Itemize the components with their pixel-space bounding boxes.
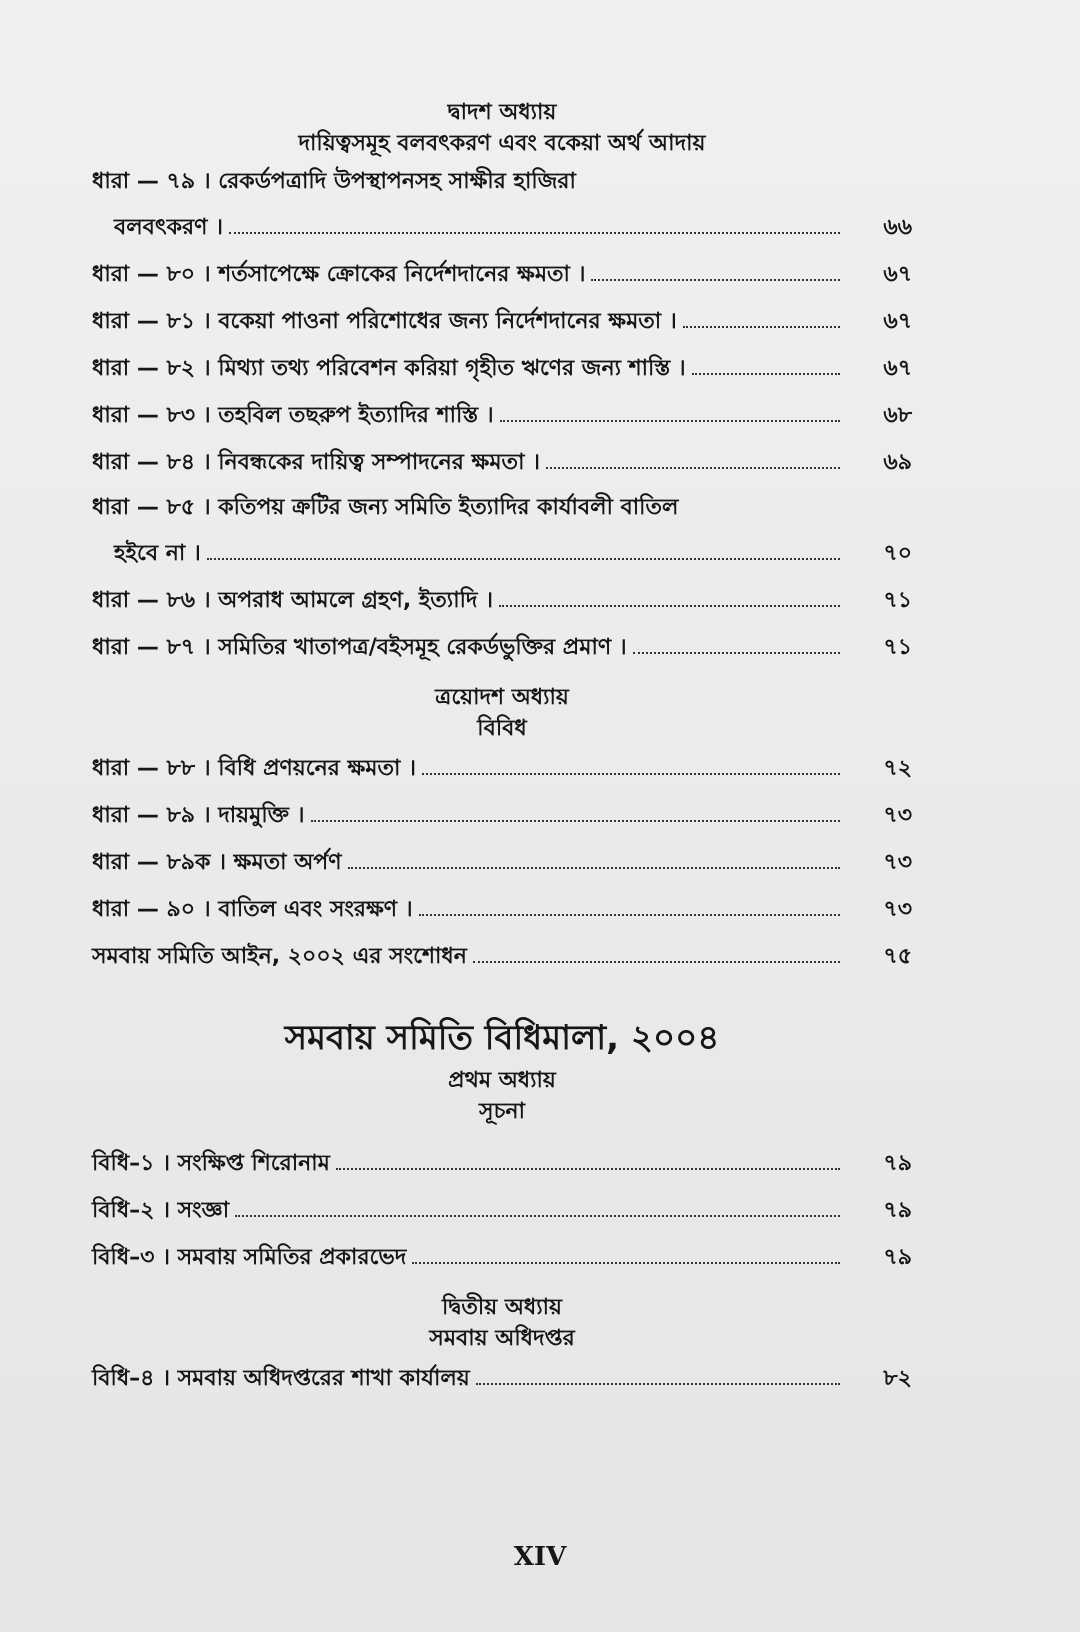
toc-page-number: ৭৯: [883, 1245, 912, 1270]
toc-page-number: ৬৬: [883, 215, 912, 240]
dot-leader: [419, 914, 840, 916]
dot-leader: [591, 279, 840, 281]
rules-chapter-1-subtitle: সূচনা: [479, 1099, 525, 1124]
rules-chapter-1-heading: প্রথম অধ্যায়: [448, 1068, 556, 1093]
dot-leader: [336, 1168, 840, 1170]
rules-chapter-2-subtitle: সমবায় অধিদপ্তর: [429, 1326, 575, 1351]
toc-entry-label: বিধি–৩ । সমবায় সমিতির প্রকারভেদ: [92, 1245, 407, 1270]
dot-leader: [207, 558, 840, 560]
toc-entry: [92, 886, 912, 933]
dot-leader: [499, 605, 840, 607]
toc-entry-label: সমবায় সমিতি আইন, ২০০২ এর সংশোধন: [92, 944, 467, 969]
toc-entry-label: ধারা — ৮০ । শর্তসাপেক্ষে ক্রোকের নির্দেশদানের ক্ষমতা ।: [92, 262, 586, 287]
rules-book-title: সমবায় সমিতি বিধিমালা, ২০০৪: [284, 1018, 720, 1058]
dot-leader: [422, 773, 840, 775]
toc-entry-label: বিধি–১ । সংক্ষিপ্ত শিরোনাম: [92, 1151, 330, 1176]
toc-entry: [92, 439, 912, 486]
toc-page-number: ৭৩: [883, 803, 912, 828]
chapter-12-subtitle: দায়িত্বসমূহ বলবৎকরণ এবং বকেয়া অর্থ আদায়: [298, 131, 706, 156]
toc-page-number: ৭৩: [883, 850, 912, 875]
toc-page-number: ৬৯: [883, 450, 912, 475]
page-number-footer: XIV: [513, 1542, 567, 1572]
chapter-12-heading: দ্বাদশ অধ্যায়: [447, 100, 557, 125]
toc-entry-label: বলবৎকরণ ।: [114, 215, 223, 240]
chapter-13-subtitle: বিবিধ: [477, 716, 527, 741]
dot-leader: [633, 652, 840, 654]
toc-entry: [92, 251, 912, 298]
toc-entry: [92, 392, 912, 439]
dot-leader: [692, 373, 840, 375]
toc-entry: [92, 839, 912, 886]
toc-page-number: ৭৩: [883, 897, 912, 922]
dot-leader: [476, 1383, 840, 1385]
toc-entry-label: ধারা — ৮৩ । তহবিল তছরুপ ইত্যাদির শাস্তি ।: [92, 403, 494, 428]
toc-entry: [92, 1234, 912, 1281]
toc-entry-label: ধারা — ৮৯ক । ক্ষমতা অর্পণ: [92, 850, 342, 875]
toc-entry: [92, 745, 912, 792]
toc-entry: [92, 1355, 912, 1402]
toc-entry-label: ধারা — ৮৫ । কতিপয় ক্রটির জন্য সমিতি ইত্যাদির কার্যাবলী বাতিল: [92, 495, 679, 520]
toc-entry-label: ধারা — ৮৬ । অপরাধ আমলে গ্রহণ, ইত্যাদি ।: [92, 588, 493, 613]
toc-page-number: ৭৫: [883, 944, 912, 969]
dot-leader: [311, 820, 840, 822]
dot-leader: [683, 326, 840, 328]
toc-entry-label: ধারা — ৮৮ । বিধি প্রণয়নের ক্ষমতা ।: [92, 756, 416, 781]
toc-entry-label: ধারা — ৮৭ । সমিতির খাতাপত্র/বইসমূহ রেকর্ডভুক্তির প্রমাণ ।: [92, 635, 627, 660]
toc-entry: [92, 1140, 912, 1187]
toc-page-number: ৭৯: [883, 1151, 912, 1176]
toc-page-number: ৬৮: [883, 403, 912, 428]
toc-page-number: ৬৭: [883, 356, 912, 381]
toc-page-number: ৭১: [883, 588, 912, 613]
toc-page-number: ৭১: [883, 635, 912, 660]
toc-entry: [92, 1187, 912, 1234]
dot-leader: [546, 467, 840, 469]
dot-leader: [412, 1262, 840, 1264]
toc-entry-label: বিধি–২ । সংজ্ঞা: [92, 1198, 230, 1223]
dot-leader: [500, 420, 840, 422]
toc-entry-label: হইবে না ।: [114, 541, 201, 566]
toc-entry-label: ধারা — ৮১ । বকেয়া পাওনা পরিশোধের জন্য নির্দেশদানের ক্ষমতা ।: [92, 309, 677, 334]
toc-page-number: ৭৯: [883, 1198, 912, 1223]
toc-entry: [92, 345, 912, 392]
toc-entry: [92, 577, 912, 624]
toc-entry: [92, 624, 912, 671]
toc-page-number: ৭০: [883, 541, 912, 566]
toc-entry: [92, 933, 912, 980]
dot-leader: [235, 1215, 840, 1217]
toc-entry-label: ধারা — ৮৪ । নিবন্ধকের দায়িত্ব সম্পাদনের ক্ষমতা ।: [92, 450, 540, 475]
toc-page-number: ৮২: [883, 1366, 912, 1391]
dot-leader: [348, 867, 840, 869]
toc-entry: [92, 160, 912, 204]
toc-page-number: ৭২: [883, 756, 912, 781]
toc-entry-label: বিধি–৪ । সমবায় অধিদপ্তরের শাখা কার্যালয়: [92, 1366, 470, 1391]
toc-entry: [92, 486, 912, 530]
toc-page-number: ৬৭: [883, 309, 912, 334]
toc-entry-label: ধারা — ৭৯ । রেকর্ডপত্রাদি উপস্থাপনসহ সাক্ষীর হাজিরা: [92, 169, 576, 194]
toc-entry: [92, 530, 912, 577]
dot-leader: [473, 961, 840, 963]
rules-chapter-2-heading: দ্বিতীয় অধ্যায়: [442, 1295, 562, 1320]
toc-entry-label: ধারা — ৯০ । বাতিল এবং সংরক্ষণ ।: [92, 897, 413, 922]
table-of-contents: [92, 98, 912, 1402]
toc-entry-label: ধারা — ৮২ । মিথ্যা তথ্য পরিবেশন করিয়া গৃহীত ঋণের জন্য শাস্তি ।: [92, 356, 686, 381]
toc-page-number: ৬৭: [883, 262, 912, 287]
chapter-13-heading: ত্রয়োদশ অধ্যায়: [435, 685, 569, 710]
toc-entry-label: ধারা — ৮৯ । দায়মুক্তি ।: [92, 803, 305, 828]
dot-leader: [229, 232, 840, 234]
toc-entry: [92, 298, 912, 345]
toc-entry: [92, 792, 912, 839]
toc-entry: [92, 204, 912, 251]
